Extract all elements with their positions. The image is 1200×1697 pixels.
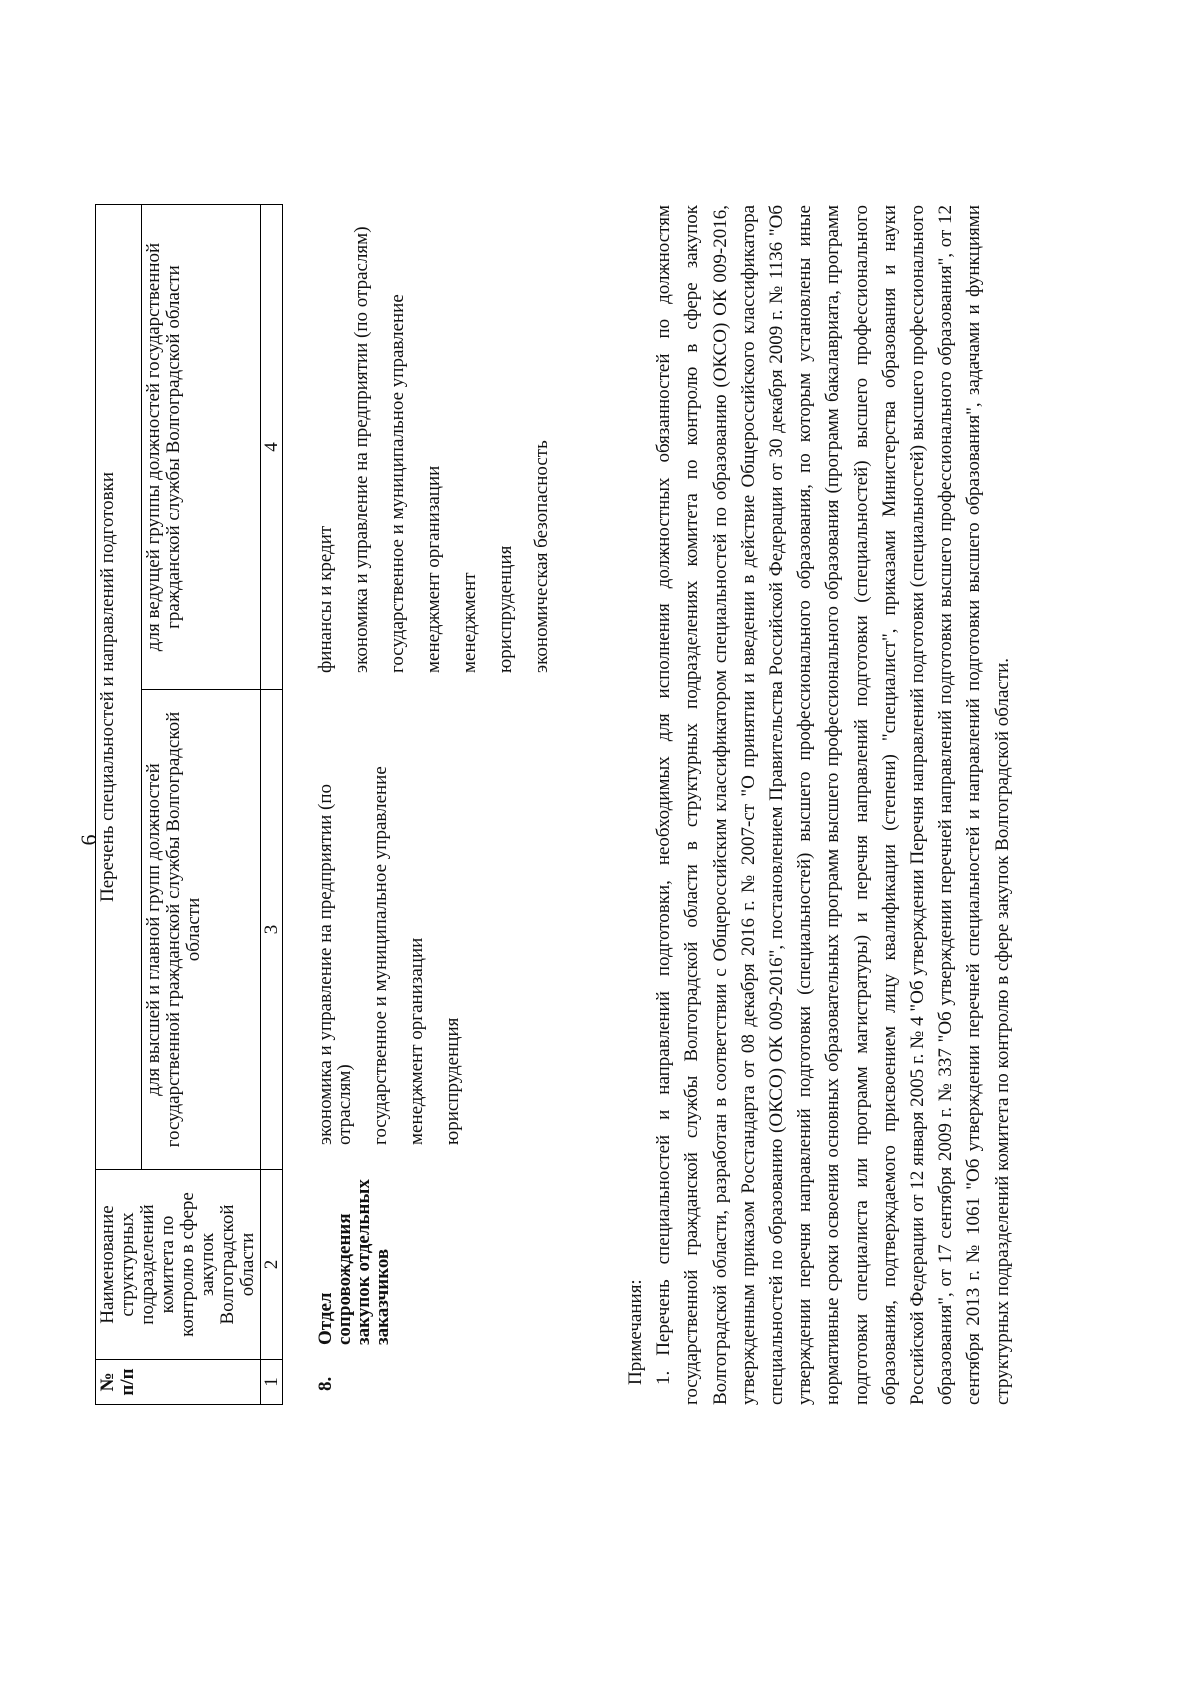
header-leading-group: для ведущей группы должностей государственной гражданской службы Волгоградской области xyxy=(141,204,260,689)
header-number: № п/п xyxy=(96,1360,261,1405)
list-item: экономика и управление на предприятии (по отраслям) xyxy=(351,226,372,673)
list-item: экономика и управление на предприятии (по отраслям) xyxy=(315,783,355,1145)
header-senior-groups: для высшей и главной групп должностей государственной гражданской службы Волгоградской области xyxy=(141,690,260,1170)
list-item: экономическая безопасность xyxy=(531,440,552,673)
column-number: 1 xyxy=(260,1360,283,1405)
leading-group-specialties-list xyxy=(316,213,568,673)
specialties-table xyxy=(95,204,283,1405)
list-item: менеджмент организации xyxy=(423,465,444,673)
list-item: юриспруденция xyxy=(495,545,516,673)
list-item: менеджмент xyxy=(459,572,480,673)
notes-section xyxy=(622,205,1017,1405)
list-item: государственное и муниципальное управление xyxy=(387,294,408,673)
header-specialties-group: Перечень специальностей и направлений подготовки xyxy=(96,204,142,1169)
row-number: 8. xyxy=(315,1376,336,1391)
header-department: Наименование структурных подразделений комитета по контролю в сфере закупок Волгоградской области xyxy=(96,1170,261,1360)
list-item: менеджмент организации xyxy=(406,937,427,1145)
list-item: финансы и кредит xyxy=(315,525,336,673)
column-number: 4 xyxy=(260,204,283,689)
list-item: юриспруденция xyxy=(442,1017,463,1145)
senior-groups-specialties-list xyxy=(316,715,479,1145)
rotated-page-content xyxy=(0,40,1200,1640)
notes-paragraph: 1. Перечень специальностей и направлений подготовки, необходимых для исполнения должностных обязанностей по должностям государственной гражданской службы Волгоградской области в структурных подразделениях комитета по контролю в сфере закупок Волгоградской области, разработан в соответствии с Общероссийским классификатором специальностей по образованию (ОКСО) ОК 009-2016, утвержденным приказом Росстандарта от 08 декабря 2016 г. № 2007-ст "О принятии и введении в действие Общероссийского классификатора специальностей по образованию (ОКСО) ОК 009-2016", постановлением Правительства Российской Федерации от 30 декабря 2009 г. № 1136 "Об утверждении перечня направлений подготовки (специальностей) высшего профессионального образования, по которым установлены иные нормативные сроки освоения основных образовательных программ высшего профессионального образования (программ бакалавриата, программ подготовки специалиста или программ магистратуры) и перечня направлений подготовки (специальностей) высшего профессионального образования, подтверждаемого присвоением лицу квалификации (степени) "специалист", приказами Министерства образования и науки Российской Федерации от 12 января 2005 г. № 4 "Об утверждении Перечня направлений подготовки (специальностей) высшего профессионального образования", от 17 сентября 2009 г. № 337 "Об утверждении перечней направлений подготовки высшего профессионального образования", от 12 сентября 2013 г. № 1061 "Об утверждении перечней специальностей и направлений подготовки высшего образования", задачами и функциями структурных подразделений комитета по контролю в сфере закупок Волгоградской области. xyxy=(653,205,1013,1405)
column-number: 2 xyxy=(260,1170,283,1360)
list-item: государственное и муниципальное управление xyxy=(370,766,391,1145)
notes-heading: Примечания: xyxy=(625,1279,646,1385)
department-name: Отдел сопровождения закупок отдельных заказчиков xyxy=(315,1179,393,1345)
table-header-row-1 xyxy=(96,204,142,1404)
column-number: 3 xyxy=(260,690,283,1170)
table-column-numbers-row xyxy=(260,204,283,1404)
page-number: 6 xyxy=(76,834,101,846)
